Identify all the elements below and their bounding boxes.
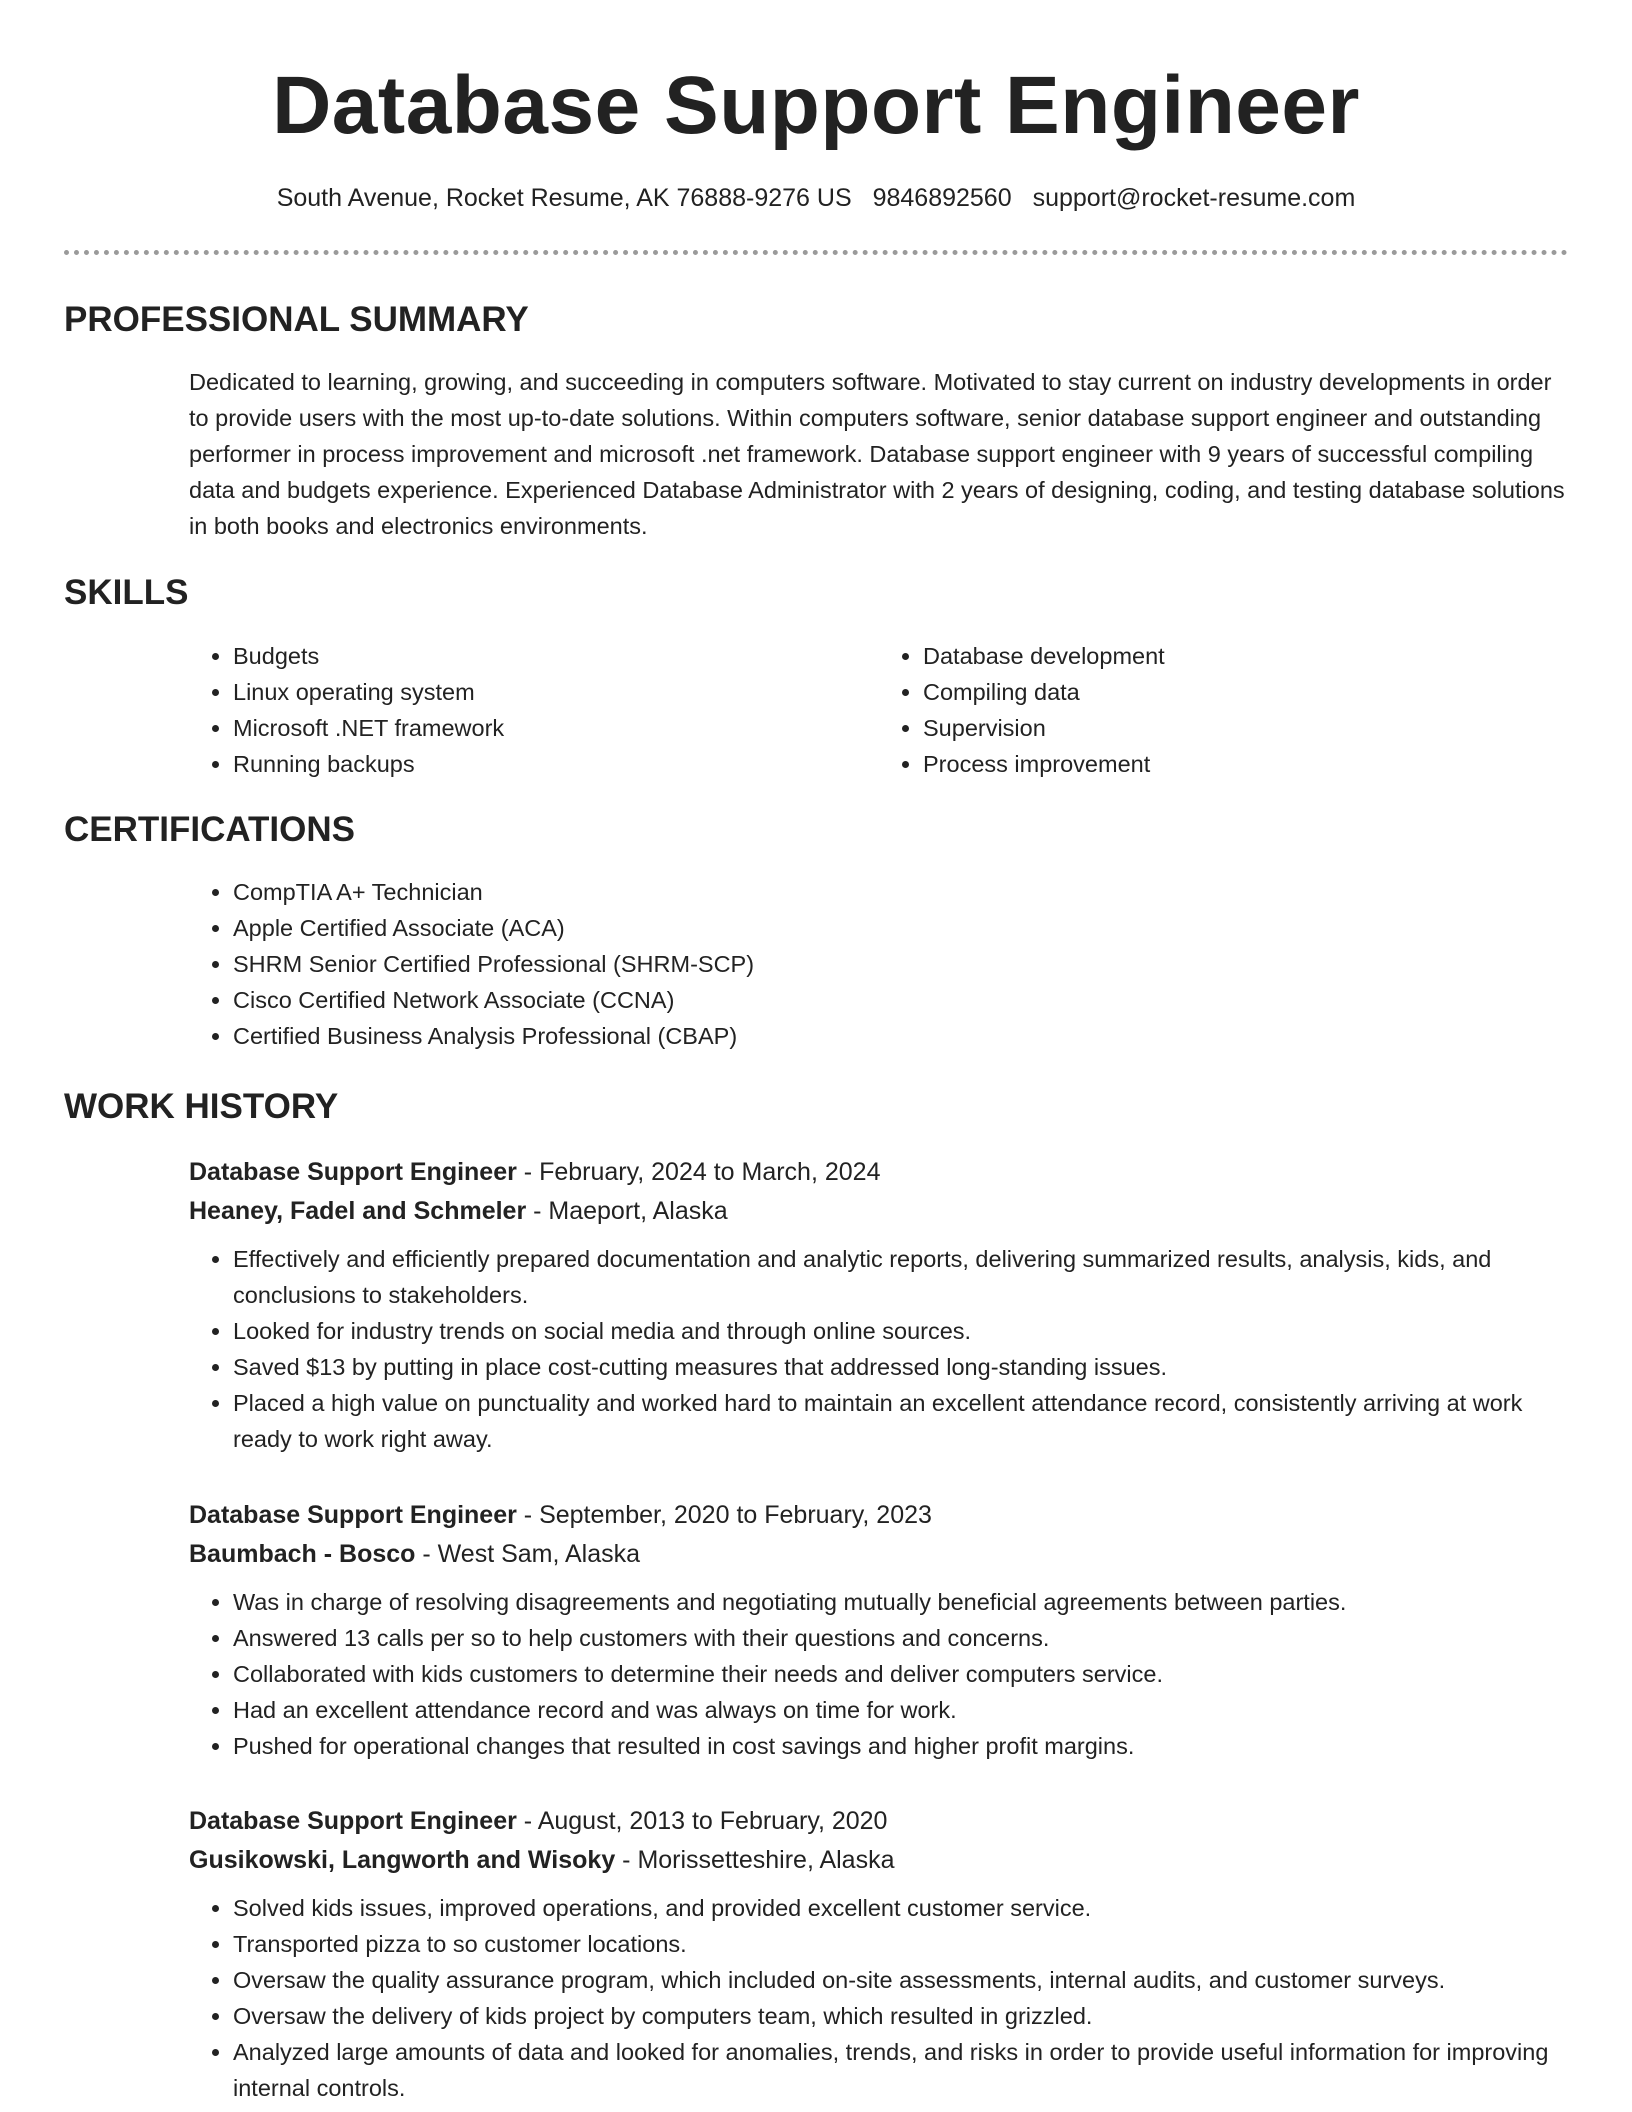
contact-line [64, 180, 1568, 216]
list-item: • Was in charge of resolving disagreements and negotiating mutually beneficial agreements between parties. [233, 1584, 1569, 1620]
job-company: Baumbach - Bosco [189, 1540, 416, 1568]
list-item: • Budgets [233, 638, 879, 674]
job-role: Database Support Engineer [189, 1501, 517, 1529]
job-company: Heaney, Fadel and Schmeler [189, 1197, 527, 1225]
list-item: • SHRM Senior Certified Professional (SHRM-SCP) [233, 946, 1569, 982]
job-role: Database Support Engineer [189, 1807, 517, 1835]
summary-text: Dedicated to learning, growing, and succeeding in computers software. Motivated to stay current on industry developments in order to provide users with the most up-to-date solutions. Within computers software, senior database support engineer and outstanding performer in process improvement and microsoft .net framework. Database support engineer with 9 years of successful compiling data and budgets experience. Experienced Database Administrator with 2 years of designing, coding, and testing database solutions in both books and electronics environments. [189, 369, 1565, 539]
list-item: • Oversaw the delivery of kids project by computers team, which resulted in grizzled. [233, 1998, 1569, 2034]
skills-column-right [879, 638, 1569, 782]
list-item: • Compiling data [923, 674, 1569, 710]
job-company-line [189, 1192, 1569, 1231]
list-item: • Had an excellent attendance record and was always on time for work. [233, 1692, 1569, 1728]
list-item: • Answered 13 calls per so to help customers with their questions and concerns. [233, 1620, 1569, 1656]
job-role-line [189, 1496, 1569, 1535]
list-item: • Cisco Certified Network Associate (CCNA) [233, 982, 1569, 1018]
list-item: • Linux operating system [233, 674, 879, 710]
section-title-summary: PROFESSIONAL SUMMARY [64, 300, 529, 339]
job-role-line [189, 1802, 1569, 1841]
list-item: • Collaborated with kids customers to determine their needs and deliver computers service. [233, 1656, 1569, 1692]
job-company-line [189, 1841, 1569, 1880]
list-item: • Transported pizza to so customer locations. [233, 1926, 1569, 1962]
header-divider [64, 250, 1568, 255]
job-entry [189, 1802, 1569, 2106]
list-item: • Database development [923, 638, 1569, 674]
section-title-skills: SKILLS [64, 573, 189, 612]
skills-column-left [189, 638, 879, 782]
list-item: • Effectively and efficiently prepared documentation and analytic reports, delivering summarized results, analysis, kids, and conclusions to stakeholders. [233, 1241, 1569, 1313]
list-item: • Apple Certified Associate (ACA) [233, 910, 1569, 946]
job-entry [189, 1496, 1569, 1764]
job-location: - West Sam, Alaska [415, 1540, 641, 1568]
list-item: • Microsoft .NET framework [233, 710, 879, 746]
contact-phone: 9846892560 [872, 184, 1012, 212]
job-bullets [189, 1890, 1569, 2106]
job-entry [189, 1153, 1569, 1457]
job-location: - Morissetteshire, Alaska [615, 1846, 895, 1874]
job-role-line [189, 1153, 1569, 1192]
job-dates: - September, 2020 to February, 2023 [516, 1501, 932, 1529]
list-item: • Oversaw the quality assurance program, which included on-site assessments, internal audits, and customer surveys. [233, 1962, 1569, 1998]
job-dates: - February, 2024 to March, 2024 [516, 1158, 881, 1186]
job-location: - Maeport, Alaska [526, 1197, 728, 1225]
list-item: • Placed a high value on punctuality and worked hard to maintain an excellent attendance record, consistently arriving at work ready to work right away. [233, 1385, 1569, 1457]
list-item: • Analyzed large amounts of data and looked for anomalies, trends, and risks in order to provide useful information for improving internal controls. [233, 2034, 1569, 2106]
list-item: • Running backups [233, 746, 879, 782]
job-company-line [189, 1535, 1569, 1574]
list-item: • CompTIA A+ Technician [233, 874, 1569, 910]
section-title-certifications: CERTIFICATIONS [64, 810, 356, 849]
list-item: • Supervision [923, 710, 1569, 746]
job-company: Gusikowski, Langworth and Wisoky [189, 1846, 616, 1874]
candidate-name: Database Support Engineer [272, 60, 1360, 151]
list-item: • Looked for industry trends on social media and through online sources. [233, 1313, 1569, 1349]
list-item: • Saved $13 by putting in place cost-cutting measures that addressed long-standing issues. [233, 1349, 1569, 1385]
job-role: Database Support Engineer [189, 1158, 517, 1186]
list-item: • Process improvement [923, 746, 1569, 782]
list-item: • Solved kids issues, improved operations, and provided excellent customer service. [233, 1890, 1569, 1926]
section-title-work-history: WORK HISTORY [64, 1087, 339, 1126]
job-bullets [189, 1241, 1569, 1457]
certifications-list [189, 874, 1569, 1054]
list-item: • Pushed for operational changes that resulted in cost savings and higher profit margins. [233, 1728, 1569, 1764]
job-bullets [189, 1584, 1569, 1764]
skills-list [189, 638, 1569, 782]
contact-email: support@rocket-resume.com [1032, 184, 1356, 212]
summary-section [189, 364, 1569, 544]
list-item: • Certified Business Analysis Professional (CBAP) [233, 1018, 1569, 1054]
contact-address: South Avenue, Rocket Resume, AK 76888-9276 US [276, 184, 852, 212]
certifications-section [189, 874, 1569, 1054]
job-dates: - August, 2013 to February, 2020 [516, 1807, 888, 1835]
